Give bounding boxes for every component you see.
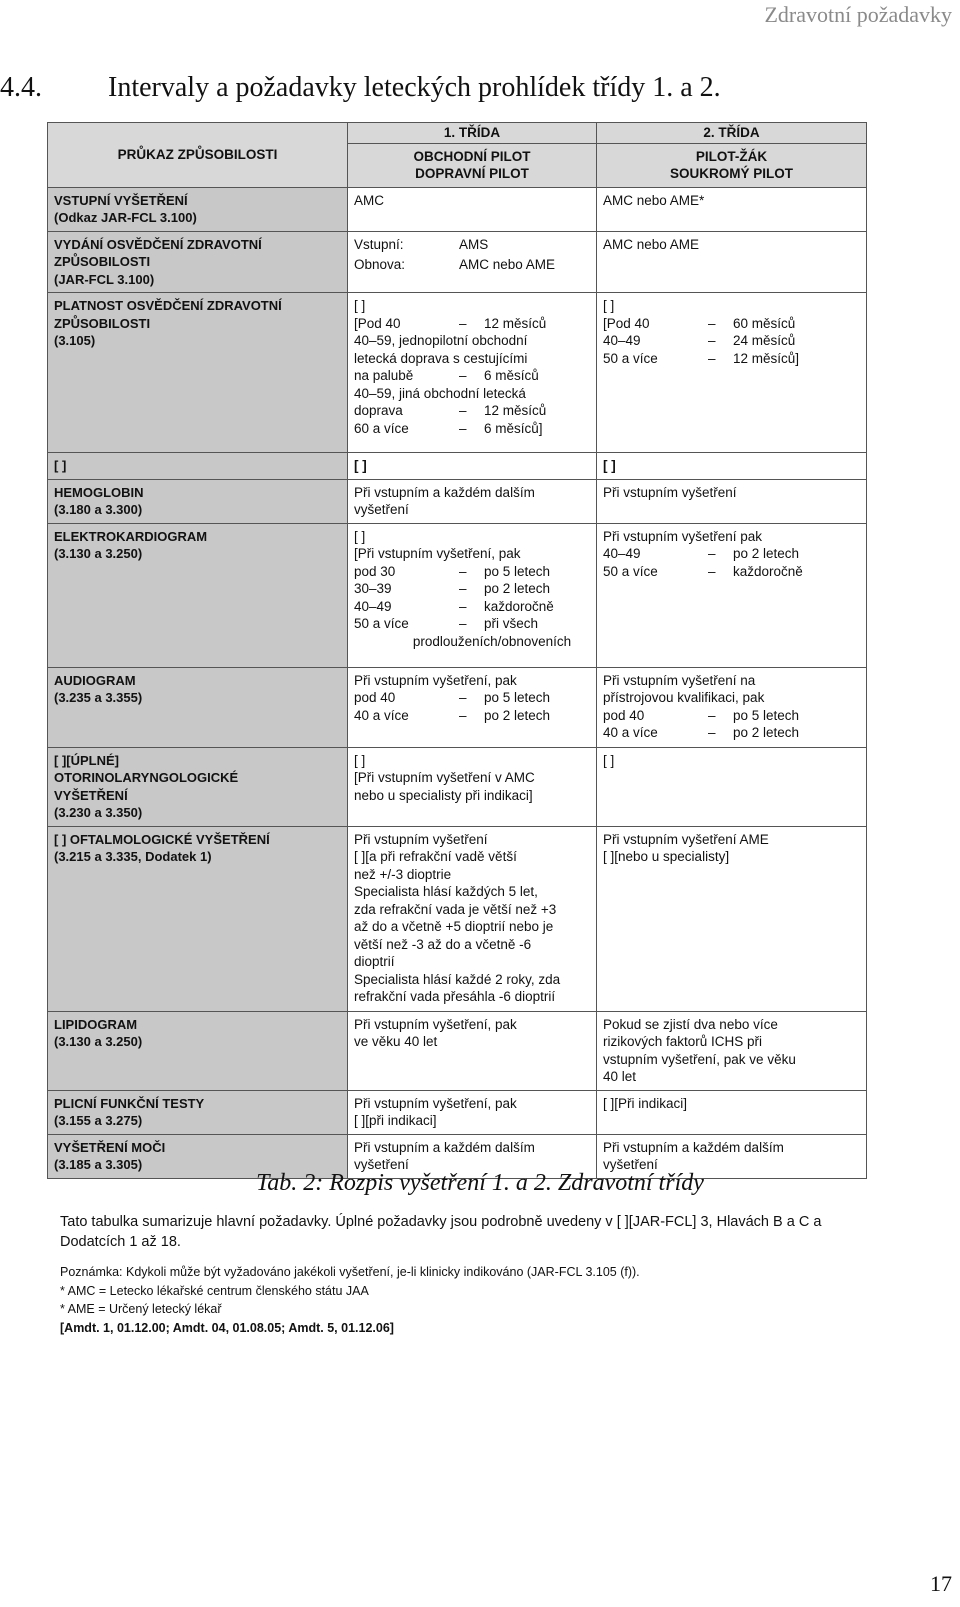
- class1-cell: [ ]: [348, 453, 597, 480]
- class2-cell: [ ] [Pod 40 – 60 měsíců 40–49 – 24 měsíců 50 a více – 12 měsíců]: [597, 293, 867, 453]
- row-label: [ ][ÚPLNÉ] OTORINOLARYNGOLOGICKÉ VYŠETŘENÍ (3.230 a 3.350): [48, 747, 348, 826]
- row-label: VYŠETŘENÍ MOČI (3.185 a 3.305): [48, 1134, 348, 1178]
- class2-cell: Při vstupním vyšetření na přístrojovou kvalifikaci, pak pod 40 – po 5 letech 40 a více – po 2 letech: [597, 667, 867, 747]
- class2-cell: Při vstupním a každém dalším vyšetření: [597, 1134, 867, 1178]
- row-label: HEMOGLOBIN (3.180 a 3.300): [48, 479, 348, 523]
- running-header: Zdravotní požadavky: [764, 2, 952, 27]
- class2-cell: [ ]: [597, 453, 867, 480]
- table-caption: Tab. 2: Rozpis vyšetření 1. a 2. Zdravotní třídy: [256, 1170, 704, 1196]
- note-ame: * AME = Určený letecký lékař: [60, 1302, 222, 1316]
- section-heading: [0, 72, 721, 104]
- table-row: [48, 1090, 867, 1134]
- row-label: ELEKTROKARDIOGRAM (3.130 a 3.250): [48, 523, 348, 667]
- class2-cell: [ ][Při indikaci]: [597, 1090, 867, 1134]
- table-row: [48, 826, 867, 1011]
- table-header-row: [48, 123, 867, 144]
- page-number: 17: [930, 1571, 952, 1596]
- class2-cell: Při vstupním vyšetření AME [ ][nebo u specialisty]: [597, 826, 867, 1011]
- class2-cell: Při vstupním vyšetření: [597, 479, 867, 523]
- class1-cell: [ ] [Při vstupním vyšetření v AMC nebo u specialisty při indikaci]: [348, 747, 597, 826]
- class1-cell: AMC: [348, 187, 597, 231]
- class1-cell: [ ] [Při vstupním vyšetření, pak pod 30 – po 5 letech 30–39 – po 2 letech 40–49 – každoročně 50 a více – při všech prodlouženích/obnoveních: [348, 523, 597, 667]
- class1-cell: Při vstupním vyšetření, pak [ ][při indikaci]: [348, 1090, 597, 1134]
- table-row: [48, 231, 867, 293]
- requirements-table: [47, 122, 866, 1179]
- header-class2-sub: PILOT-ŽÁK SOUKROMÝ PILOT: [597, 143, 867, 187]
- class1-cell: Při vstupním a každém dalším vyšetření: [348, 479, 597, 523]
- row-label: AUDIOGRAM (3.235 a 3.355): [48, 667, 348, 747]
- section-number: 4.4.: [0, 72, 42, 103]
- header-class1-sub: OBCHODNÍ PILOT DOPRAVNÍ PILOT: [348, 143, 597, 187]
- class2-cell: Při vstupním vyšetření pak 40–49 – po 2 letech 50 a více – každoročně: [597, 523, 867, 667]
- class1-cell: Při vstupním vyšetření, pak pod 40 – po 5 letech 40 a více – po 2 letech: [348, 667, 597, 747]
- table-row: [48, 453, 867, 480]
- class1-cell: Při vstupním vyšetření, pak ve věku 40 let: [348, 1011, 597, 1090]
- note-amc: * AMC = Letecko lékařské centrum členského státu JAA: [60, 1284, 369, 1298]
- row-label: LIPIDOGRAM (3.130 a 3.250): [48, 1011, 348, 1090]
- table-row: [48, 187, 867, 231]
- class1-cell: Vstupní: AMS Obnova: AMC nebo AME: [348, 231, 597, 293]
- table-row: [48, 523, 867, 667]
- row-label: [ ]: [48, 453, 348, 480]
- table-row: [48, 293, 867, 453]
- class1-cell: Při vstupním vyšetření [ ][a při refrakční vadě větší než +/-3 dioptrie Specialista hlásí každých 5 let, zda refrakční vada je větší než +3 až do a včetně +5 dioptrií nebo je větší než -3 až do a včetně -6 dioptrií Specialista hlásí každé 2 roky, zda refrakční vada přesáhla -6 dioptrií: [348, 826, 597, 1011]
- table-row: [48, 747, 867, 826]
- row-label: PLICNÍ FUNKČNÍ TESTY (3.155 a 3.275): [48, 1090, 348, 1134]
- note-amendments: [Amdt. 1, 01.12.00; Amdt. 04, 01.08.05; Amdt. 5, 01.12.06]: [60, 1321, 394, 1335]
- row-label: [ ] OFTALMOLOGICKÉ VYŠETŘENÍ (3.215 a 3.335, Dodatek 1): [48, 826, 348, 1011]
- class2-cell: [ ]: [597, 747, 867, 826]
- row-label: VSTUPNÍ VYŠETŘENÍ (Odkaz JAR-FCL 3.100): [48, 187, 348, 231]
- note-poznamka: Poznámka: Kdykoli může být vyžadováno jakékoli vyšetření, je-li klinicky indikováno (JAR-FCL 3.105 (f)).: [60, 1265, 640, 1279]
- table-row: [48, 1011, 867, 1090]
- class2-cell: Pokud se zjistí dva nebo více rizikových faktorů ICHS při vstupním vyšetření, pak ve věku 40 let: [597, 1011, 867, 1090]
- summary-paragraph: Tato tabulka sumarizuje hlavní požadavky. Úplné požadavky jsou podrobně uvedeny v [ ][JAR-FCL] 3, Hlavách B a C a Dodatcích 1 až 18.: [60, 1214, 822, 1250]
- class2-cell: AMC nebo AME*: [597, 187, 867, 231]
- class1-cell: [ ] [Pod 40 – 12 měsíců 40–59, jednopilotní obchodní letecká doprava s cestujícími na palubě – 6 měsíců 40–59, jiná obchodní letecká doprava – 12 měsíců 60 a více – 6 měsíců]: [348, 293, 597, 453]
- table-row: [48, 667, 867, 747]
- section-title: Intervaly a požadavky leteckých prohlídek třídy 1. a 2.: [108, 72, 721, 103]
- class2-cell: AMC nebo AME: [597, 231, 867, 293]
- header-class2: 2. TŘÍDA: [597, 123, 867, 144]
- notes: [60, 1262, 880, 1338]
- header-main: PRŮKAZ ZPŮSOBILOSTI: [48, 123, 348, 188]
- class1-cell: Při vstupním a každém dalším vyšetření: [348, 1134, 597, 1178]
- row-label: VYDÁNÍ OSVĚDČENÍ ZDRAVOTNÍ ZPŮSOBILOSTI (JAR-FCL 3.100): [48, 231, 348, 293]
- row-label: PLATNOST OSVĚDČENÍ ZDRAVOTNÍ ZPŮSOBILOSTI (3.105): [48, 293, 348, 453]
- table-row: [48, 479, 867, 523]
- header-class1: 1. TŘÍDA: [348, 123, 597, 144]
